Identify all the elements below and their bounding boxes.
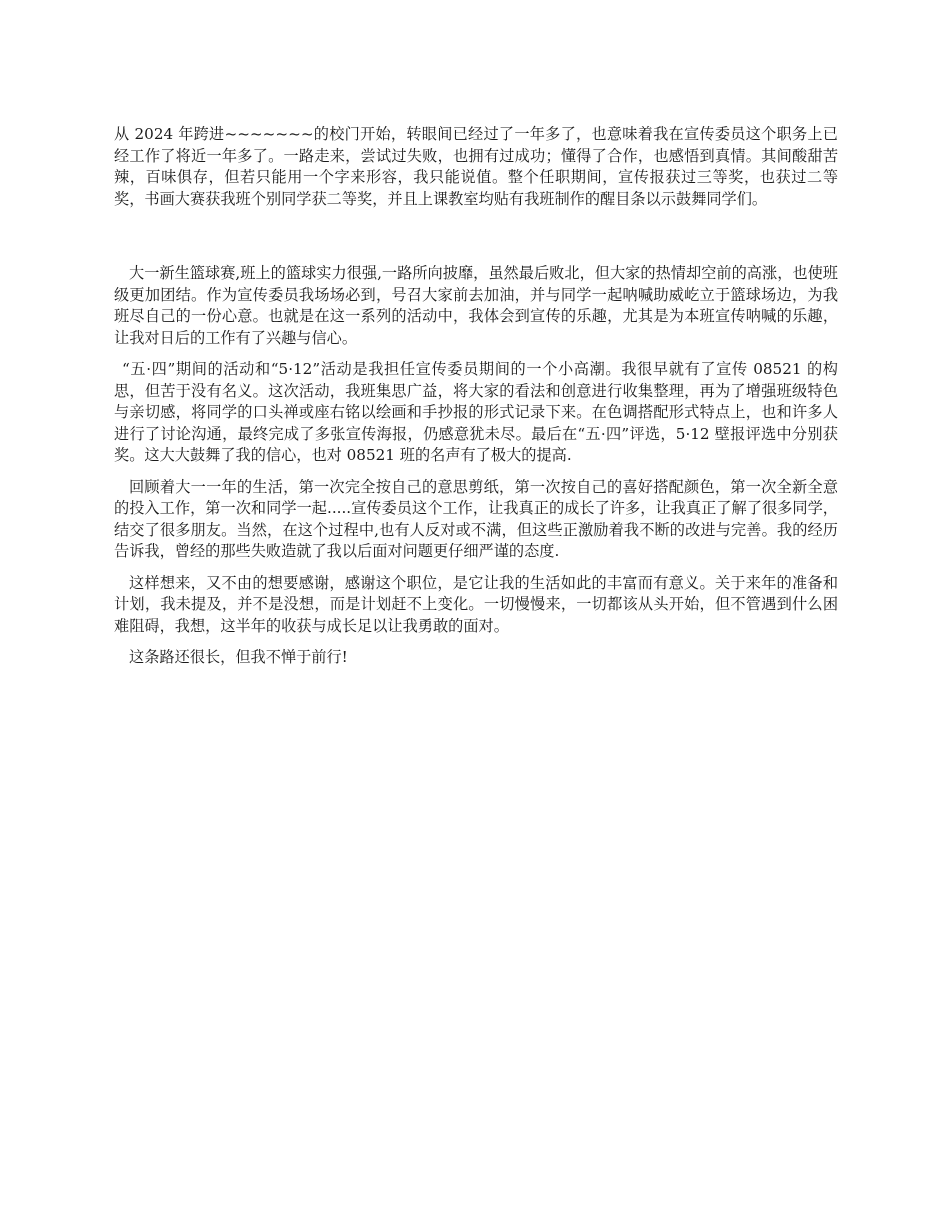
paragraph-may-fourth: “五·四”期间的活动和“5·12”活动是我担任宣传委员期间的一个小高潮。我很早就有了宣传 08521 的构思，但苦于没有名义。这次活动，我班集思广益，将大家的看法和创意进行收集整理，再为了增强班级特色与亲切感，将同学的口头禅或座右铭以绘画和手抄报的形式记录下来。在色调搭配形式特点上，也和许多人进行了讨论沟通，最终完成了多张宣传海报，仍感意犹未尽。最后在“五·四”评选，5·12 壁报评选中分别获奖。这大大鼓舞了我的信心，也对 08521 班的名声有了极大的提高. (114, 360, 838, 464)
paragraph-intro: 从 2024 年跨进~~~~~~~的校门开始，转眼间已经过了一年多了，也意味着我在宣传委员这个职务上已经工作了将近一年多了。一路走来，尝试过失败，也拥有过成功；懂得了合作，也感悟到真情。其间酸甜苦辣，百味俱存，但若只能用一个字来形容，我只能说值。整个任职期间，宣传报获过三等奖，也获过二等奖，书画大赛获我班个别同学获二等奖，并且上课教室均贴有我班制作的醒目条以示鼓舞同学们。 (114, 125, 838, 208)
document-body (114, 124, 838, 679)
paragraph-review: 回顾着大一一年的生活，第一次完全按自己的意思剪纸，第一次按自己的喜好搭配颜色，第一次全新全意的投入工作，第一次和同学一起.....宣传委员这个工作，让我真正的成长了许多，让我真正了解了很多同学，结交了很多朋友。当然，在这个过程中,也有人反对或不满，但这些正激励着我不断的改进与完善。我的经历告诉我，曾经的那些失败造就了我以后面对问题更仔细严谨的态度. (114, 477, 838, 560)
paragraph-closing: 这条路还很长，但我不惮于前行! (129, 648, 348, 666)
paragraph-basketball: 大一新生篮球赛,班上的篮球实力很强,一路所向披靡，虽然最后败北，但大家的热情却空前的高涨，也使班级更加团结。作为宣传委员我场场必到，号召大家前去加油，并与同学一起呐喊助威屹立于篮球场边，为我班尽自己的一份心意。也就是在这一系列的活动中，我体会到宣传的乐趣，尤其是为本班宣传呐喊的乐趣，让我对日后的工作有了兴趣与信心。 (114, 264, 838, 347)
paragraph-gratitude: 这样想来，又不由的想要感谢，感谢这个职位，是它让我的生活如此的丰富而有意义。关于来年的准备和计划，我未提及，并不是没想，而是计划赶不上变化。一切慢慢来，一切都该从头开始，但不管遇到什么困难阻碍，我想，这半年的收获与成长足以让我勇敢的面对。 (114, 573, 838, 635)
